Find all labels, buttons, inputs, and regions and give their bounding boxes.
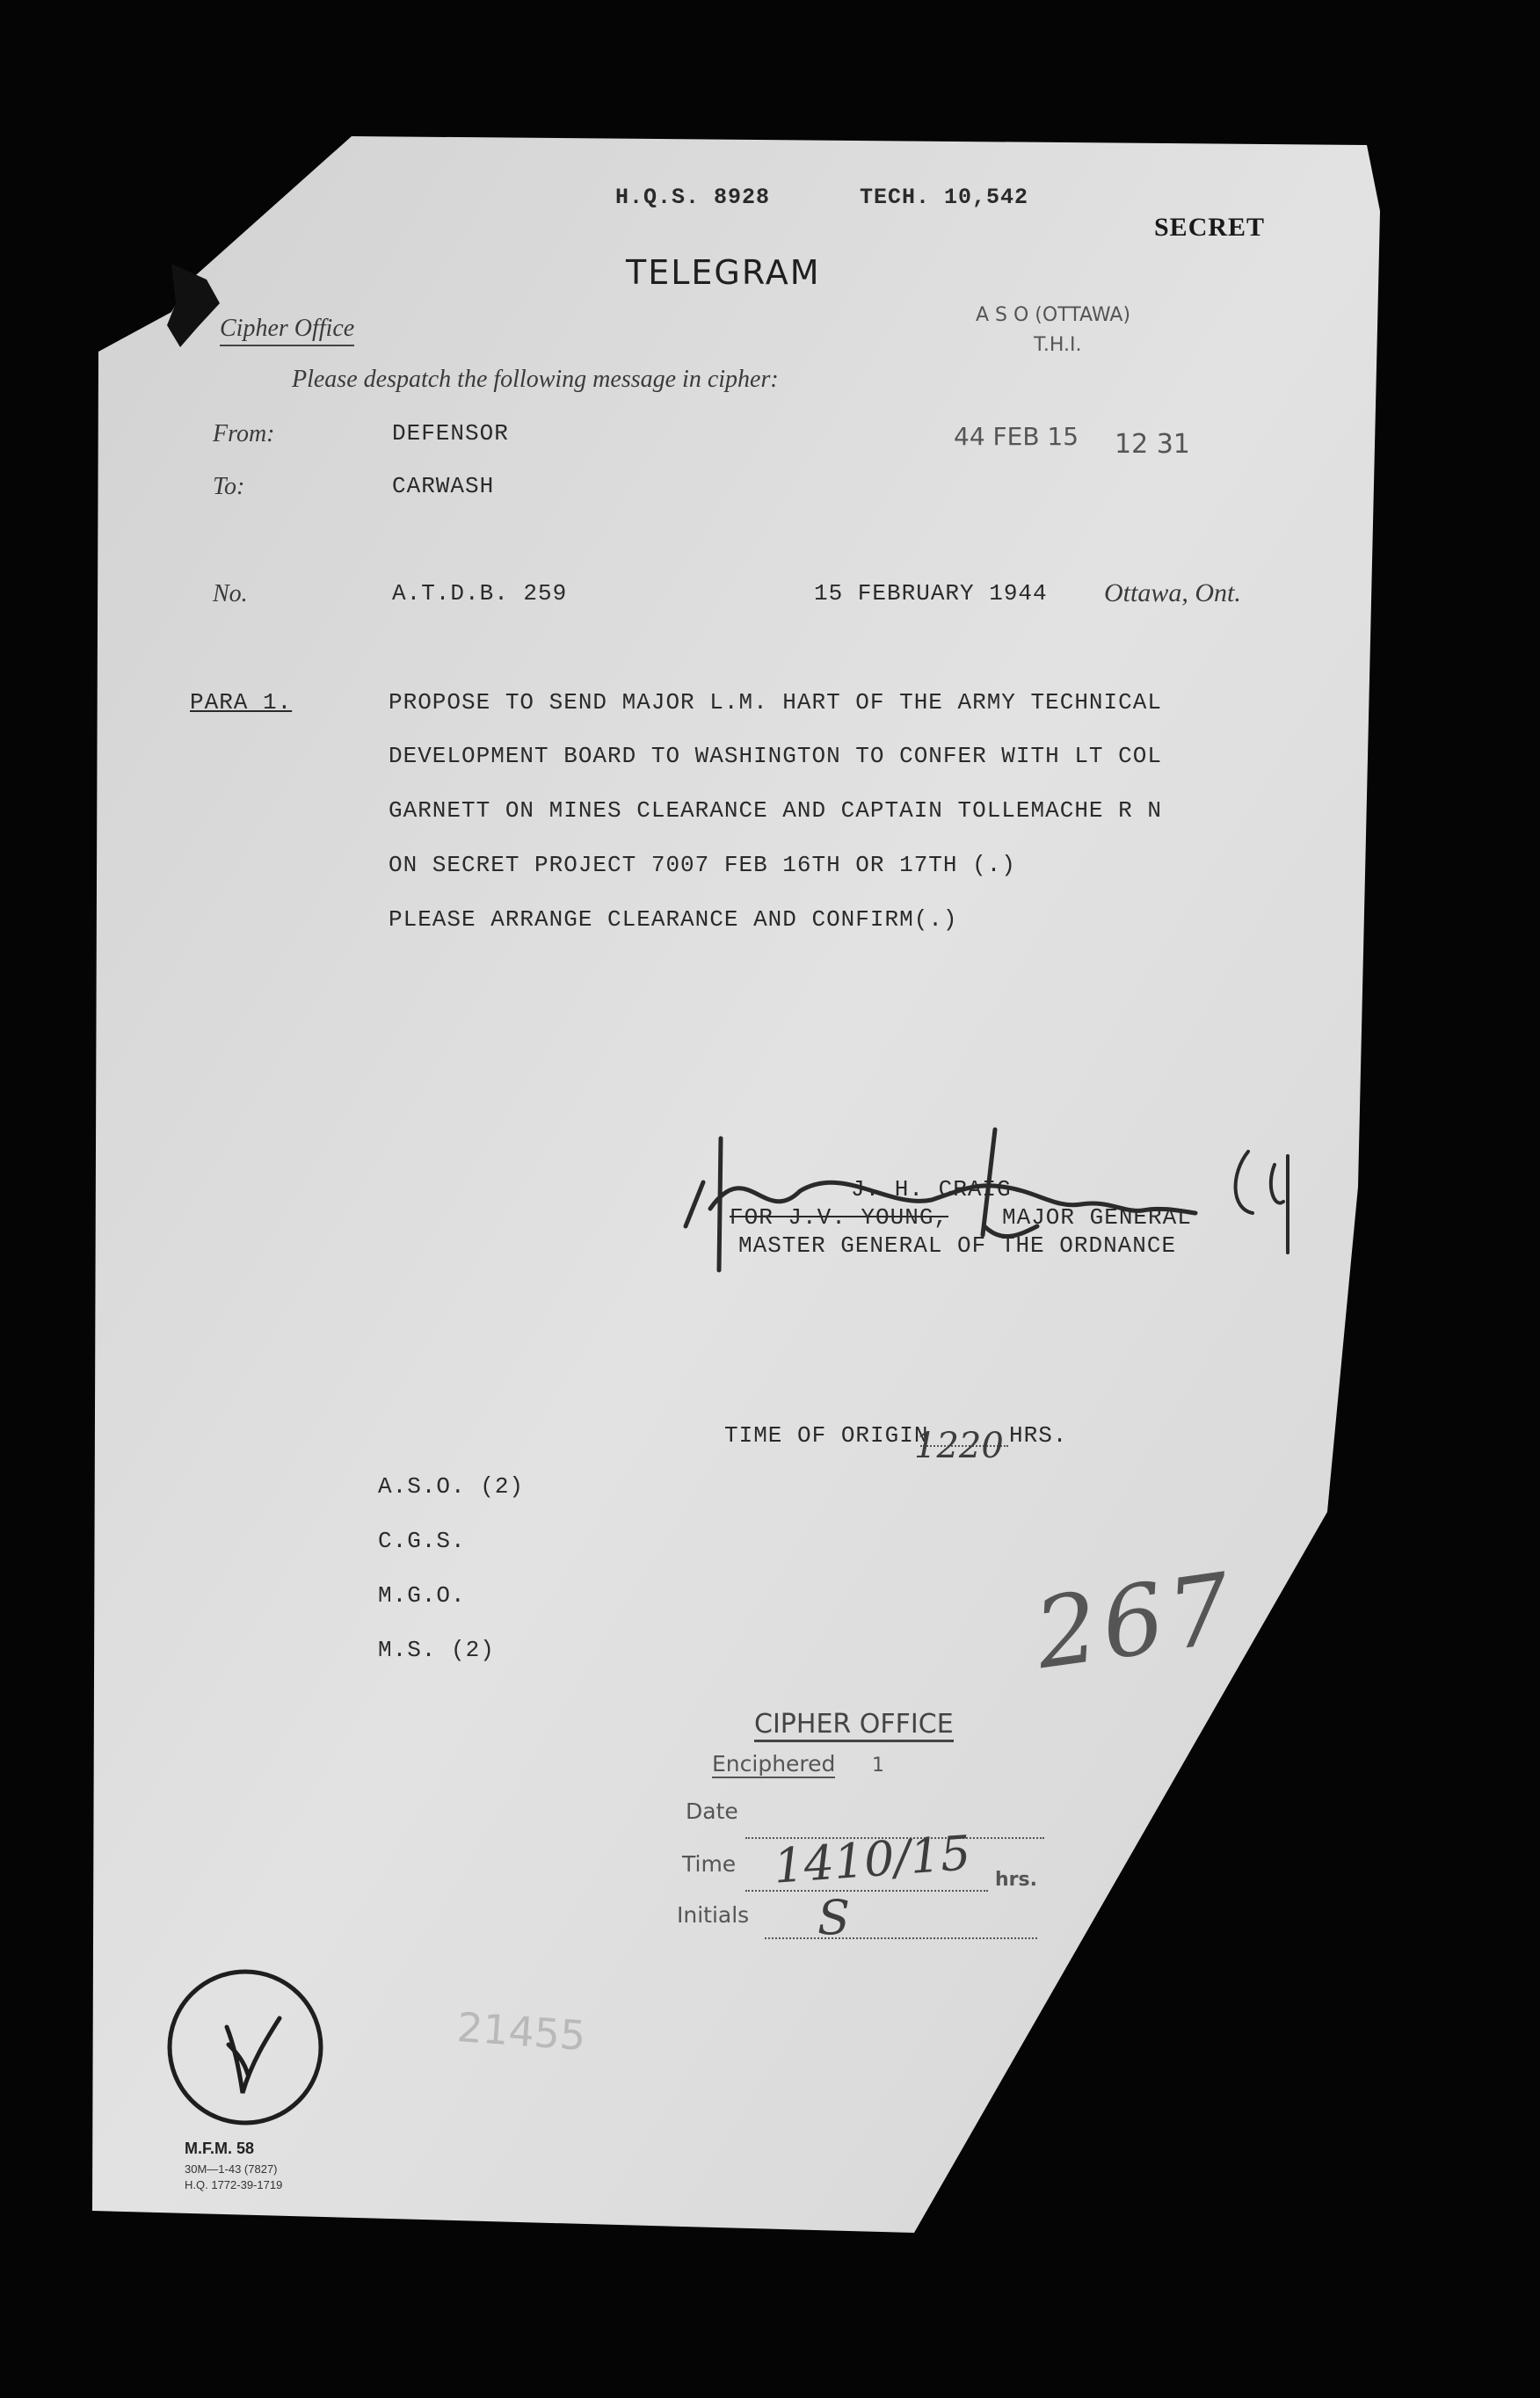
time-received-hour: 12 31 <box>1115 429 1190 460</box>
form-print-line: 30M—1-43 (7827) <box>185 2162 278 2176</box>
enciphered-value: 1 <box>872 1755 884 1777</box>
body-line: GARNETT ON MINES CLEARANCE AND CAPTAIN TOLLEMACHE R N <box>389 797 1162 824</box>
message-number: A.T.D.B. 259 <box>392 580 568 607</box>
body-line: DEVELOPMENT BOARD TO WASHINGTON TO CONFER WITH LT COL <box>389 743 1162 769</box>
time-of-origin-label: TIME OF ORIGIN <box>724 1422 929 1449</box>
initials-label: Initials <box>677 1902 750 1928</box>
signatory-rank: MAJOR GENERAL <box>1002 1204 1192 1231</box>
received-stamp-line2: T.H.I. <box>1034 334 1082 356</box>
message-date: 15 FEBRUARY 1944 <box>814 580 1048 607</box>
file-reference: H.Q.S. 8928 <box>615 185 771 210</box>
paragraph-label: PARA 1. <box>190 689 293 716</box>
form-print-line: H.Q. 1772-39-1719 <box>185 2178 283 2191</box>
struck-signatory-line: FOR J.V. YOUNG, <box>730 1204 949 1231</box>
handwritten-page-number: 267 <box>1028 1551 1243 1691</box>
enciphered-label: Enciphered <box>712 1751 836 1777</box>
initials-value: S <box>817 1890 850 1945</box>
tech-reference: TECH. 10,542 <box>860 185 1029 210</box>
archive-number: 21455 <box>455 2002 588 2060</box>
time-suffix: hrs. <box>995 1869 1037 1891</box>
distribution-item: M.S. (2) <box>378 1637 495 1663</box>
time-of-origin-value: 1220 <box>914 1426 1004 1466</box>
from-value: DEFENSOR <box>392 420 509 447</box>
body-line: PROPOSE TO SEND MAJOR L.M. HART OF THE ARMY TECHNICAL <box>389 689 1162 716</box>
office-label: Cipher Office <box>220 315 354 346</box>
signatory-title: MASTER GENERAL OF THE ORDNANCE <box>738 1232 1177 1259</box>
body-line: ON SECRET PROJECT 7007 FEB 16TH OR 17TH (.) <box>389 852 1016 878</box>
to-value: CARWASH <box>392 473 495 499</box>
time-value: 1410/15 <box>772 1825 973 1894</box>
classification-label: SECRET <box>1154 213 1266 242</box>
inspection-circle-stamp <box>163 1966 327 2129</box>
received-stamp-line1: A S O (OTTAWA) <box>976 304 1131 326</box>
time-of-origin-suffix: HRS. <box>1009 1422 1068 1449</box>
time-received-stamp: 44 FEB 15 <box>954 422 1079 451</box>
distribution-item: C.G.S. <box>378 1528 466 1554</box>
number-label: No. <box>213 580 248 607</box>
form-id: M.F.M. 58 <box>185 2140 255 2157</box>
distribution-item: M.G.O. <box>378 1582 466 1609</box>
from-label: From: <box>213 420 275 447</box>
to-label: To: <box>213 473 245 500</box>
date-label: Date <box>686 1798 738 1824</box>
instruction-text: Please despatch the following message in cipher: <box>292 366 779 393</box>
typed-signatory-name: J. H. CRAIG <box>851 1176 1012 1203</box>
body-line: PLEASE ARRANGE CLEARANCE AND CONFIRM(.) <box>389 906 958 933</box>
cipher-stamp-title: CIPHER OFFICE <box>754 1709 954 1740</box>
distribution-item: A.S.O. (2) <box>378 1473 525 1500</box>
initials-rule <box>765 1937 1037 1939</box>
origin-place: Ottawa, Ont. <box>1104 578 1241 607</box>
time-label: Time <box>682 1851 737 1877</box>
handwritten-signature <box>668 1103 1336 1279</box>
document-type-title: TELEGRAM <box>626 253 821 292</box>
